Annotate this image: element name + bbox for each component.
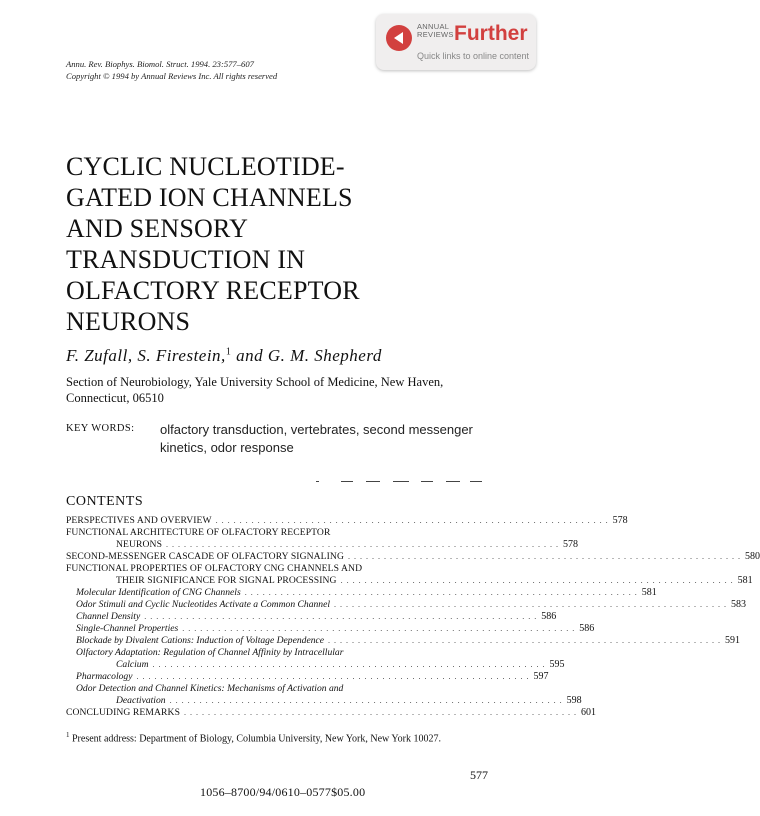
title-line: GATED ION CHANNELS [66, 183, 353, 212]
toc-leader-dots: . . . . . . . . . . . . . . . . . . . . . . . . . . . . . . . . . . . . . . . . . . . . . . . . . . . . . . . . . . . . . . . . . . [152, 660, 546, 669]
toc-entry-title: Calcium [116, 659, 149, 670]
keywords-text: olfactory transduction, vertebrates, second messenger kinetics, odor response [160, 422, 473, 455]
toc-entry [66, 527, 492, 539]
toc-entry-title: Channel Density [76, 611, 141, 622]
toc-page-number: 578 [612, 515, 628, 526]
toc-entry-title: FUNCTIONAL PROPERTIES OF OLFACTORY CNG CHANNELS AND [66, 563, 363, 574]
title-line: OLFACTORY RECEPTOR [66, 276, 360, 305]
page-number: 577 [470, 768, 488, 782]
toc-leader-dots: . . . . . . . . . . . . . . . . . . . . . . . . . . . . . . . . . . . . . . . . . . . . . . . . . . . . . . . . . . . . . . . . . . [340, 576, 734, 585]
toc-leader-dots: . . . . . . . . . . . . . . . . . . . . . . . . . . . . . . . . . . . . . . . . . . . . . . . . . . . . . . . . . . . . . . . . . . [144, 612, 538, 621]
toc-entry [66, 707, 597, 719]
toc-entry-title: Olfactory Adaptation: Regulation of Channel Affinity by Intracellular [76, 647, 344, 658]
toc-leader-dots: . . . . . . . . . . . . . . . . . . . . . . . . . . . . . . . . . . . . . . . . . . . . . . . . . . . . . . . . . . . . . . . . . . [215, 516, 609, 525]
toc-entry [66, 515, 628, 527]
toc-page-number: 583 [731, 599, 747, 610]
keywords-label: KEY WORDS: [66, 423, 135, 434]
toc-page-number: 581 [737, 575, 753, 586]
toc-entry-title: Blockade by Divalent Cations: Induction of Voltage Dependence [76, 635, 325, 646]
toc-page-number: 597 [533, 671, 549, 682]
toc-entry-title: FUNCTIONAL ARCHITECTURE OF OLFACTORY RECEPTOR [66, 527, 331, 538]
toc-page-number: 586 [579, 623, 595, 634]
toc-leader-dots: . . . . . . . . . . . . . . . . . . . . . . . . . . . . . . . . . . . . . . . . . . . . . . . . . . . . . . . . . . . . . . . . . . [334, 600, 728, 609]
toc-entry-title: Odor Detection and Channel Kinetics: Mechanisms of Activation and [76, 683, 344, 694]
toc-entry [66, 587, 657, 599]
title-line: AND SENSORY [66, 214, 249, 243]
toc-entry-title: Molecular Identification of CNG Channels [76, 587, 241, 598]
title-line: TRANSDUCTION IN [66, 245, 306, 274]
toc-entry-title: Single-Channel Properties [76, 623, 179, 634]
article-title [66, 151, 360, 337]
copyright-line: Copyright © 1994 by Annual Reviews Inc. All rights reserved [66, 71, 278, 81]
author-line [66, 346, 382, 366]
toc-page-number: 580 [744, 551, 760, 562]
toc-leader-dots: . . . . . . . . . . . . . . . . . . . . . . . . . . . . . . . . . . . . . . . . . . . . . . . . . . . . . . . . . . . . . . . . . . [347, 552, 741, 561]
further-badge[interactable] [376, 14, 536, 70]
issn-line: 1056–8700/94/0610–0577$05.00 [200, 785, 366, 799]
further-label: Further [454, 22, 528, 45]
toc-entry-title: Deactivation [116, 695, 166, 706]
toc-entry-title: SECOND-MESSENGER CASCADE OF OLFACTORY SIGNALING [66, 551, 344, 562]
toc-entry-title: Pharmacology [76, 671, 133, 682]
toc-leader-dots: . . . . . . . . . . . . . . . . . . . . . . . . . . . . . . . . . . . . . . . . . . . . . . . . . . . . . . . . . . . . . . . . . . [184, 708, 578, 717]
affiliation: Section of Neurobiology, Yale University School of Medicine, New Haven, Connecticut, 06510 [66, 375, 444, 405]
toc-entry [66, 563, 492, 575]
journal-header [66, 58, 277, 82]
toc-leader-dots: . . . . . . . . . . . . . . . . . . . . . . . . . . . . . . . . . . . . . . . . . . . . . . . . . . . . . . . . . . . . . . . . . . [328, 636, 722, 645]
play-icon [386, 25, 412, 51]
toc-page-number: 591 [725, 635, 741, 646]
toc-page-number: 578 [563, 539, 579, 550]
toc-entry-title: PERSPECTIVES AND OVERVIEW [66, 515, 212, 526]
toc-entry-title: CONCLUDING REMARKS [66, 707, 181, 718]
toc-entry-title: NEURONS [116, 539, 163, 550]
toc-entry [66, 683, 492, 695]
annual-reviews-logo: ANNUAL REVIEWS [417, 22, 454, 39]
toc-entry [66, 611, 557, 623]
toc-page-number: 586 [541, 611, 557, 622]
title-line: NEURONS [66, 307, 191, 336]
toc-page-number: 601 [581, 707, 597, 718]
toc-entry [66, 671, 549, 683]
toc-entry [66, 539, 579, 551]
toc-entry [66, 599, 747, 611]
toc-page-number: 595 [549, 659, 565, 670]
toc-entry [66, 695, 582, 707]
table-of-contents [66, 515, 760, 719]
toc-leader-dots: . . . . . . . . . . . . . . . . . . . . . . . . . . . . . . . . . . . . . . . . . . . . . . . . . . . . . . . . . . . . . . . . . . [182, 624, 576, 633]
toc-page-number: 598 [566, 695, 582, 706]
toc-entry [66, 575, 753, 587]
toc-leader-dots: . . . . . . . . . . . . . . . . . . . . . . . . . . . . . . . . . . . . . . . . . . . . . . . . . . . . . . . . . . . . . . . . . . [169, 696, 563, 705]
footnote: $^1$ Present address: Department of Biology, Columbia University, New York, New York 10027. [66, 731, 441, 745]
toc-page-number: 581 [641, 587, 657, 598]
citation-line: Annu. Rev. Biophys. Biomol. Struct. 1994. 23:577–607 [66, 59, 254, 69]
toc-leader-dots: . . . . . . . . . . . . . . . . . . . . . . . . . . . . . . . . . . . . . . . . . . . . . . . . . . . . . . . . . . . . . . . . . . [136, 672, 530, 681]
authors-part1: F. Zufall, S. Firestein, [66, 346, 226, 365]
toc-leader-dots: . . . . . . . . . . . . . . . . . . . . . . . . . . . . . . . . . . . . . . . . . . . . . . . . . . . . . . . . . . . . . . . . . . [166, 540, 560, 549]
further-subtitle: Quick links to online content [417, 51, 530, 61]
contents-heading: CONTENTS [66, 494, 144, 509]
toc-entry-title: Odor Stimuli and Cyclic Nucleotides Activate a Common Channel [76, 599, 331, 610]
toc-entry [66, 551, 760, 563]
authors-part2: and G. M. Shepherd [231, 346, 382, 365]
toc-entry [66, 635, 741, 647]
toc-leader-dots: . . . . . . . . . . . . . . . . . . . . . . . . . . . . . . . . . . . . . . . . . . . . . . . . . . . . . . . . . . . . . . . . . . [244, 588, 638, 597]
toc-entry [66, 647, 492, 659]
toc-entry-title: THEIR SIGNIFICANCE FOR SIGNAL PROCESSING [116, 575, 337, 586]
title-line: CYCLIC NUCLEOTIDE- [66, 152, 345, 181]
toc-entry [66, 623, 595, 635]
footnote-marker: 1 [225, 346, 232, 358]
decorative-rule [66, 479, 486, 485]
toc-entry [66, 659, 565, 671]
